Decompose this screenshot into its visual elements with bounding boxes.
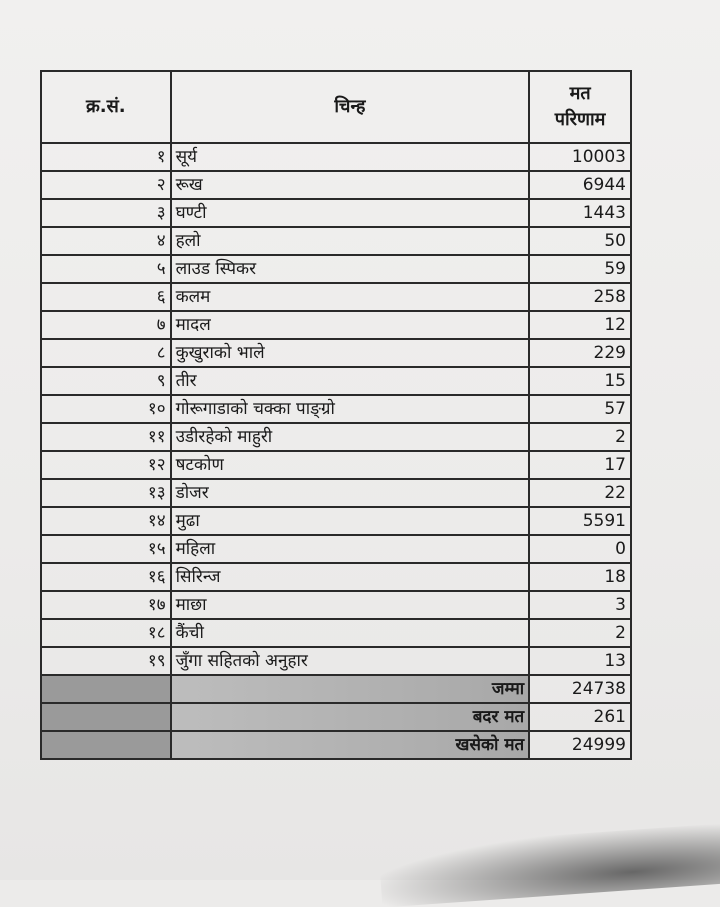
cast-votes-value: 24999 xyxy=(529,731,631,759)
row-symbol: मादल xyxy=(171,311,530,339)
row-symbol: मुढा xyxy=(171,507,530,535)
row-serial: १ xyxy=(41,143,171,171)
row-votes: 22 xyxy=(529,479,631,507)
table-row xyxy=(41,339,631,367)
row-votes: 57 xyxy=(529,395,631,423)
table-row xyxy=(41,563,631,591)
row-symbol: रूख xyxy=(171,171,530,199)
cast-votes-row xyxy=(41,731,631,759)
invalid-blank-serial xyxy=(41,703,171,731)
table-row xyxy=(41,619,631,647)
row-serial: १३ xyxy=(41,479,171,507)
row-symbol: माछा xyxy=(171,591,530,619)
row-serial: १५ xyxy=(41,535,171,563)
row-serial: १६ xyxy=(41,563,171,591)
table-row xyxy=(41,255,631,283)
row-votes: 12 xyxy=(529,311,631,339)
total-blank-serial xyxy=(41,675,171,703)
table-row xyxy=(41,423,631,451)
row-votes: 17 xyxy=(529,451,631,479)
row-serial: ९ xyxy=(41,367,171,395)
row-votes: 6944 xyxy=(529,171,631,199)
table-row xyxy=(41,395,631,423)
cast-votes-label: खसेको मत xyxy=(171,731,530,759)
table-row xyxy=(41,311,631,339)
table-row xyxy=(41,143,631,171)
row-serial: १२ xyxy=(41,451,171,479)
row-symbol: तीर xyxy=(171,367,530,395)
table-row xyxy=(41,647,631,675)
row-serial: ४ xyxy=(41,227,171,255)
invalid-votes-label: बदर मत xyxy=(171,703,530,731)
row-votes: 2 xyxy=(529,423,631,451)
table-row xyxy=(41,451,631,479)
table-row xyxy=(41,535,631,563)
invalid-votes-row xyxy=(41,703,631,731)
row-symbol: कलम xyxy=(171,283,530,311)
row-serial: १९ xyxy=(41,647,171,675)
row-symbol: डोजर xyxy=(171,479,530,507)
table-row xyxy=(41,591,631,619)
row-votes: 1443 xyxy=(529,199,631,227)
table-row xyxy=(41,227,631,255)
row-symbol: जुँगा सहितको अनुहार xyxy=(171,647,530,675)
row-serial: २ xyxy=(41,171,171,199)
row-symbol: लाउड स्पिकर xyxy=(171,255,530,283)
row-votes: 13 xyxy=(529,647,631,675)
table-row xyxy=(41,507,631,535)
row-symbol: सिरिन्ज xyxy=(171,563,530,591)
row-symbol: कैंची xyxy=(171,619,530,647)
total-votes: 24738 xyxy=(529,675,631,703)
row-votes: 5591 xyxy=(529,507,631,535)
header-symbol: चिन्ह xyxy=(171,71,530,143)
row-votes: 59 xyxy=(529,255,631,283)
table-row xyxy=(41,199,631,227)
table-header-row xyxy=(41,71,631,143)
header-votes-line1: मत xyxy=(569,83,591,104)
header-serial: क्र.सं. xyxy=(41,71,171,143)
table-row xyxy=(41,171,631,199)
row-votes: 50 xyxy=(529,227,631,255)
row-symbol: सूर्य xyxy=(171,143,530,171)
row-votes: 2 xyxy=(529,619,631,647)
row-votes: 15 xyxy=(529,367,631,395)
row-serial: १८ xyxy=(41,619,171,647)
header-votes xyxy=(529,71,631,143)
cast-blank-serial xyxy=(41,731,171,759)
table-row xyxy=(41,479,631,507)
row-serial: ६ xyxy=(41,283,171,311)
row-votes: 0 xyxy=(529,535,631,563)
table-row xyxy=(41,367,631,395)
header-votes-line2: परिणाम xyxy=(554,109,606,130)
row-serial: ५ xyxy=(41,255,171,283)
row-votes: 3 xyxy=(529,591,631,619)
row-symbol: कुखुराको भाले xyxy=(171,339,530,367)
table-row xyxy=(41,283,631,311)
row-symbol: षटकोण xyxy=(171,451,530,479)
row-symbol: गोरूगाडाको चक्का पाङ्ग्रो xyxy=(171,395,530,423)
row-serial: १४ xyxy=(41,507,171,535)
row-serial: १० xyxy=(41,395,171,423)
row-votes: 10003 xyxy=(529,143,631,171)
row-serial: १७ xyxy=(41,591,171,619)
row-symbol: हलो xyxy=(171,227,530,255)
vote-results-table xyxy=(40,70,632,760)
row-symbol: उडीरहेको माहुरी xyxy=(171,423,530,451)
row-serial: ७ xyxy=(41,311,171,339)
row-votes: 18 xyxy=(529,563,631,591)
row-serial: ११ xyxy=(41,423,171,451)
row-votes: 229 xyxy=(529,339,631,367)
total-label: जम्मा xyxy=(171,675,530,703)
row-serial: ८ xyxy=(41,339,171,367)
row-votes: 258 xyxy=(529,283,631,311)
total-row xyxy=(41,675,631,703)
row-symbol: महिला xyxy=(171,535,530,563)
invalid-votes-value: 261 xyxy=(529,703,631,731)
row-serial: ३ xyxy=(41,199,171,227)
row-symbol: घण्टी xyxy=(171,199,530,227)
